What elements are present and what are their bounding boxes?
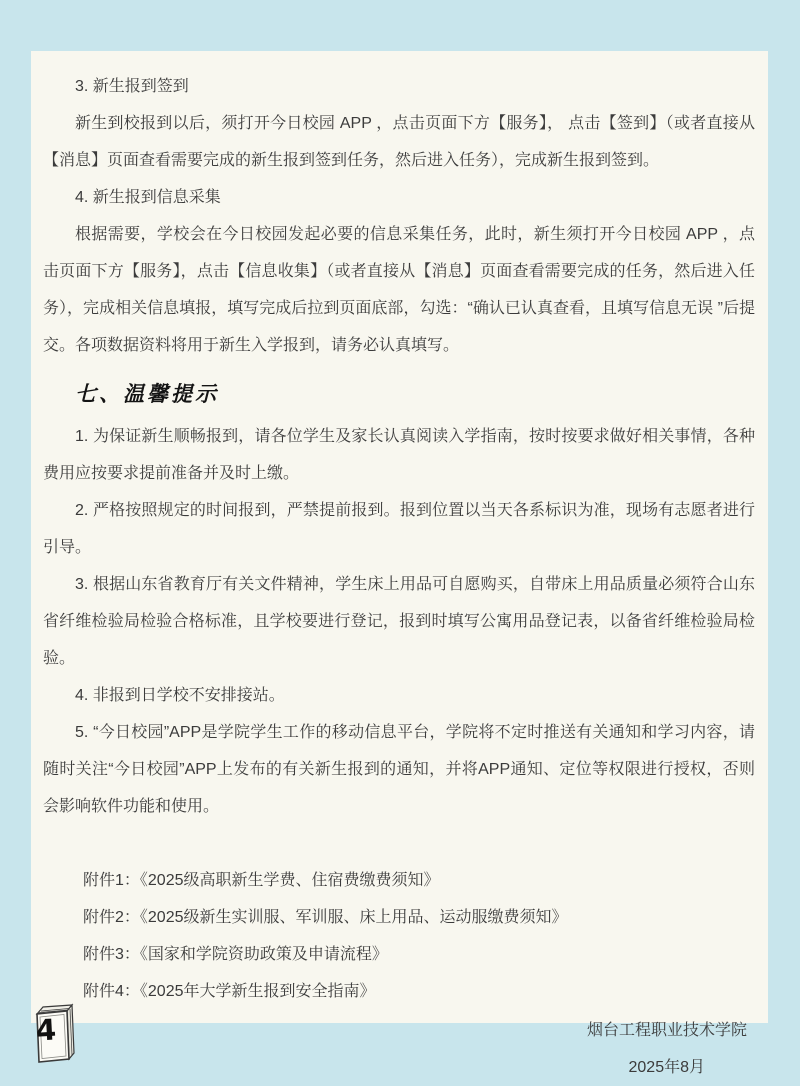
attachment-4: 附件4：《2025年大学新生报到安全指南》 bbox=[83, 983, 376, 1000]
attachments-list bbox=[43, 862, 755, 1010]
section-heading-tips: 七、温馨提示 bbox=[75, 381, 219, 406]
page-number: 4 bbox=[35, 1012, 57, 1048]
item-3-title: 3. 新生报到签到 bbox=[75, 78, 189, 95]
document-paper bbox=[31, 51, 768, 1076]
signature-date: 2025年8月 bbox=[628, 1059, 705, 1076]
tip-3: 3. 根据山东省教育厅有关文件精神，学生床上用品可自愿购买，自带床上用品质量必须符合山东省纤维检验局检验合格标准，且学校要进行登记，报到时填写公寓用品登记表，以备省纤维检验局检验。 bbox=[43, 576, 755, 667]
signature-block bbox=[43, 1012, 755, 1086]
signature-organization: 烟台工程职业技术学院 bbox=[586, 1022, 747, 1039]
item-4-title: 4. 新生报到信息采集 bbox=[75, 189, 221, 206]
tip-4: 4. 非报到日学校不安排接站。 bbox=[75, 687, 285, 704]
tip-2: 2. 严格按照规定的时间报到，严禁提前报到。报到位置以当天各系标识为准，现场有志愿者进行引导。 bbox=[43, 502, 755, 556]
item-4-paragraph: 根据需要，学校会在今日校园发起必要的信息采集任务，此时，新生须打开今日校园 APP ，点击页面下方【服务】，点击【信息收集】（或者直接从【消息】页面查看需要完成的任务，然后进入任务），完成相关信息填报，填写完成后拉到页面底部，勾选：“确认已认真查看，且填写信息无误 ”后提交。各项数据资料将用于新生入学报到，请务必认真填写。 bbox=[43, 226, 755, 354]
tip-1: 1. 为保证新生顺畅报到，请各位学生及家长认真阅读入学指南，按时按要求做好相关事情，各种费用应按要求提前准备并及时上缴。 bbox=[43, 428, 755, 482]
page-number-book-icon bbox=[28, 1003, 76, 1065]
tip-5: 5. “今日校园”APP是学院学生工作的移动信息平台，学院将不定时推送有关通知和学习内容，请随时关注“今日校园”APP上发布的有关新生报到的通知，并将APP通知、定位等权限进行授权，否则会影响软件功能和使用。 bbox=[43, 724, 755, 815]
attachment-2: 附件2：《2025级新生实训服、军训服、床上用品、运动服缴费须知》 bbox=[83, 909, 568, 926]
document-content bbox=[31, 51, 768, 1086]
attachment-1: 附件1：《2025级高职新生学费、住宿费缴费须知》 bbox=[83, 872, 440, 889]
item-3-paragraph: 新生到校报到以后，须打开今日校园 APP ，点击页面下方【服务】， 点击【签到】（或者直接从【消息】页面查看需要完成的新生报到签到任务，然后进入任务），完成新生报到签到。 bbox=[43, 115, 755, 169]
attachment-3: 附件3：《国家和学院资助政策及申请流程》 bbox=[83, 946, 388, 963]
